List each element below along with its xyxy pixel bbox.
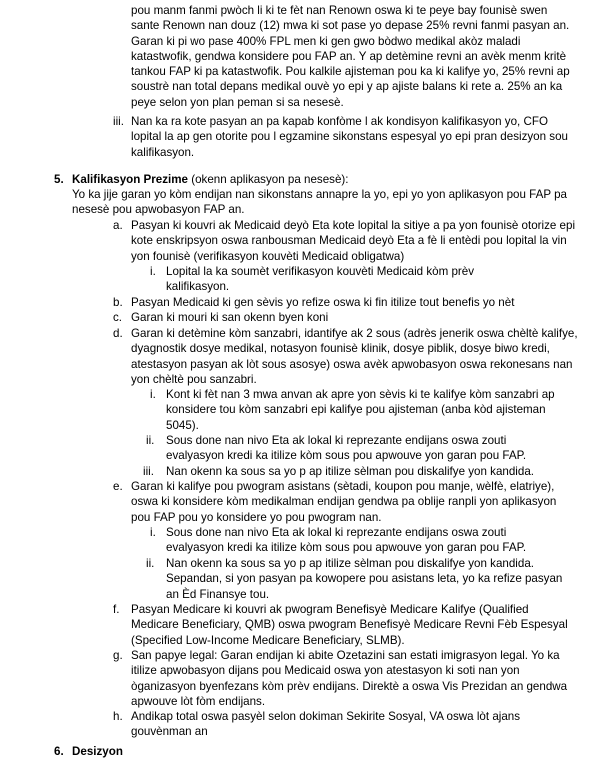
item-iii-text: Nan ka ra kote pasyan an pa kapab konfòme l ak kondisyon kalifikasyon yo, CFO lopital la ap gen otorite pou l egzamine sikonstans espesyal yo epi pran desizyon sou kalifikasyon. [131,115,568,159]
item-d-text: Garan ki detèmine kòm sanzabri, idantifye ak 2 sous (adrès jenerik oswa chèltè kalifye, dyagnostik dosye medikal, notasyon founisè klinik, dosye piblik, dosye biwo kredi, atestasyon pasyan ak lòt sous asosye) oswa avèk apwobasyon oswa rekonesans nan yon chèltè pou sanzabri. [131,327,578,386]
item-g-text: San papye legal: Garan endijan ki abite Ozetazini san estati imigrasyon legal. Yo ka itilize apwobasyon dijans pou Medicaid oswa yon atestasyon ki soti nan yon òganizasyon byenfezans kòm prèv endijans. Direktè a oswa Vis Prezidan an gendwa apwouve lòt fòm endijans. [131,649,568,708]
intro-paragraph: pou manm fanmi pwòch li ki te fèt nan Renown oswa ki te peye bay founisè swen sante Renown nan douz (12) mwa ki sot pase yo depase 25% revni fanmi pasyan an. Garan ki pi wo pase 400% FPL men ki gen gwo bòdwo medikal akòz maladi katastwofik, gendwa konsidere pou FAP an. Y ap detèmine revni an avèk menm kritè tankou FAP ki pa katastwofik. Pou kalkile ajisteman pou ka ki kalifye yo, 25% revni ap soustrè nan total depans medikal ouvè yo epi y ap ajiste balans ki rete a. 25% an ka peye selon yon plan peman si sa nesesè. [131,4,570,109]
item-h-marker: h. [113,710,123,723]
section-5-title-suffix: (okenn aplikasyon pa nesesè): [188,173,349,186]
section-6-number: 6. [54,745,64,758]
item-iii-marker: iii. [113,115,124,128]
section-5-intro: Yo ka jije garan yo kòm endijan nan sikonstans annapre la yo, epi yo yon aplikasyon pou FAP pa nesesè pou apwobasyon FAP an. [72,188,567,217]
section-5-title: Kalifikasyon Prezime [72,173,188,186]
item-d-i-text: Kont ki fèt nan 3 mwa anvan ak apre yon sèvis ki te kalifye kòm sanzabri ap konsidere tou kòm sanzabri epi kalifye pou ajisteman (anba kòd ajisteman 5045). [166,388,555,432]
item-d-i-marker: i. [150,388,156,401]
item-e-i-marker: i. [150,526,156,539]
item-d-iii-text: Nan okenn ka sous sa yo p ap itilize sèlman pou diskalifye yon kandida. [166,465,534,478]
item-e-i-text: Sous done nan nivo Eta ak lokal ki reprezante endijans oswa zouti evalyasyon kredi ka itilize kòm sous pou apwouve yon garan pou FAP. [166,526,527,555]
item-b-text: Pasyan Medicaid ki gen sèvis yo refize oswa ki fin itilize tout benefis yo nèt [131,296,515,309]
item-c-marker: c. [113,311,123,324]
item-a-i-marker: i. [150,265,156,278]
item-h-text: Andikap total oswa pasyèl selon dokiman Sekirite Sosyal, VA oswa lòt ajans gouvènman an [131,710,521,739]
section-5-number: 5. [54,173,64,186]
item-e-ii-marker: ii. [146,557,155,570]
item-d-ii-marker: ii. [146,434,155,447]
item-c-text: Garan ki mouri ki san okenn byen koni [131,311,329,324]
item-a-text: Pasyan ki kouvri ak Medicaid deyò Eta kote lopital la sitiye a pa yon founisè otorize epi kote enskripsyon oswa ranbousman Medicaid deyò Eta a fè li entèdi pou lopital la vin yon founisè (verifikasyon kouvèti Medicaid obligatwa) [131,219,576,263]
item-d-iii-marker: iii. [143,465,154,478]
item-d-ii-text: Sous done nan nivo Eta ak lokal ki reprezante endijans oswa zouti evalyasyon kredi ka itilize kòm sous pou apwouve yon garan pou FAP. [166,434,527,463]
item-a-i-text: Lopital la ka soumèt verifikasyon kouvèti Medicaid kòm prèv kalifikasyon. [166,265,475,294]
item-e-marker: e. [113,480,123,493]
item-d-marker: d. [113,327,123,340]
item-e-ii-text: Nan okenn ka sous sa yo p ap itilize sèlman pou diskalifye yon kandida. Sepandan, si yon pasyan pa kowopere pou asistans leta, yo ka refize pasyan an Èd Finansye tou. [166,557,563,601]
section-6-title: Desizyon [72,745,123,758]
item-b-marker: b. [113,296,123,309]
item-g-marker: g. [113,649,123,662]
section-5-heading [72,172,572,187]
item-e-text: Garan ki kalifye pou pwogram asistans (sètadi, koupon pou manje, wèlfè, elatriye), oswa ki konsidere kòm medikalman endijan gendwa pa oblije ranpli yon aplikasyon pou FAP pou yo konsidere yo pou pwogram nan. [131,480,557,524]
item-f-marker: f. [113,603,120,616]
item-a-marker: a. [113,219,123,232]
item-f-text: Pasyan Medicare ki kouvri ak pwogram Benefisyè Medicare Kalifye (Qualified Medicare Beneficiary, QMB) oswa pwogram Benefisyè Medicare Revni Fèb Espesyal (Specified Low-Income Medicare Beneficiary, SLMB). [131,603,568,647]
